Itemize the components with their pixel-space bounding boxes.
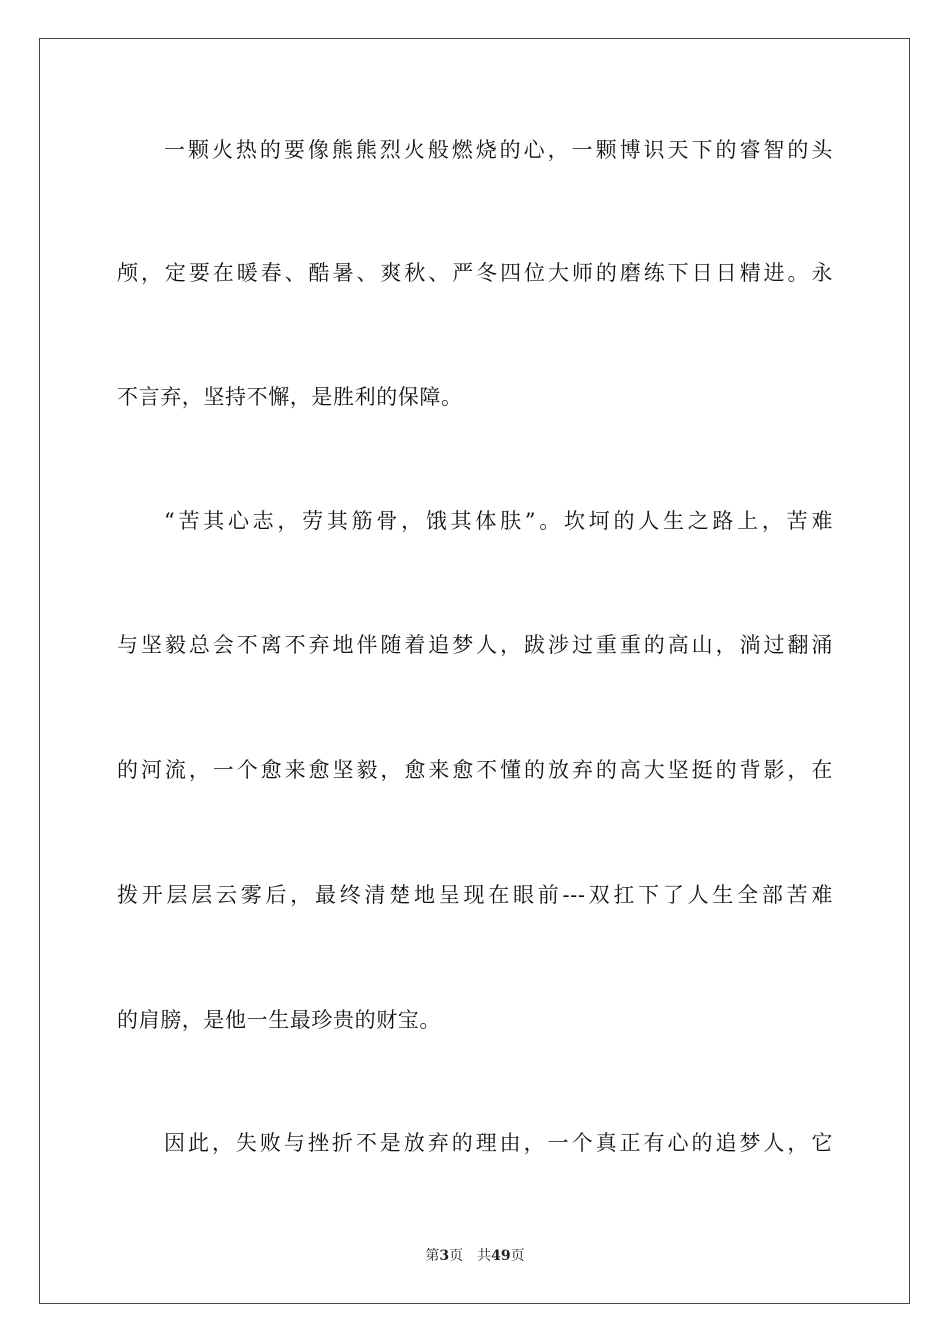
paragraph-2-line-1: “苦其心志，劳其筋骨，饿其体肤”。坎坷的人生之路上，苦难 (164, 509, 833, 533)
paragraph-2-line-5: 的肩膀，是他一生最珍贵的财宝。 (117, 1008, 441, 1032)
page-footer (0, 1246, 950, 1266)
paragraph-1-line-3: 不言弃，坚持不懈，是胜利的保障。 (117, 385, 463, 409)
paragraph-2-line-2: 与坚毅总会不离不弃地伴随着追梦人，跋涉过重重的高山，淌过翻涌 (117, 633, 833, 657)
paragraph-1-line-1: 一颗火热的要像熊熊烈火般燃烧的心，一颗博识天下的睿智的头 (164, 138, 833, 162)
page-frame (39, 38, 910, 1304)
page-prefix: 第 (425, 1248, 440, 1264)
paragraph-1-line-2: 颅，定要在暖春、酷暑、爽秋、严冬四位大师的磨练下日日精进。永 (117, 261, 833, 285)
page-number: 3 (439, 1248, 450, 1264)
paragraph-3-line-1: 因此，失败与挫折不是放弃的理由，一个真正有心的追梦人，它 (164, 1131, 833, 1155)
paragraph-2-line-3: 的河流，一个愈来愈坚毅，愈来愈不懂的放弃的高大坚挺的背影，在 (117, 758, 833, 782)
page-suffix: 页 (449, 1248, 464, 1264)
total-suffix: 页 (510, 1248, 525, 1264)
total-prefix: 共 (477, 1248, 492, 1264)
total-pages: 49 (491, 1248, 511, 1264)
paragraph-2-line-4: 拨开层层云雾后，最终清楚地呈现在眼前---双扛下了人生全部苦难 (117, 883, 833, 907)
